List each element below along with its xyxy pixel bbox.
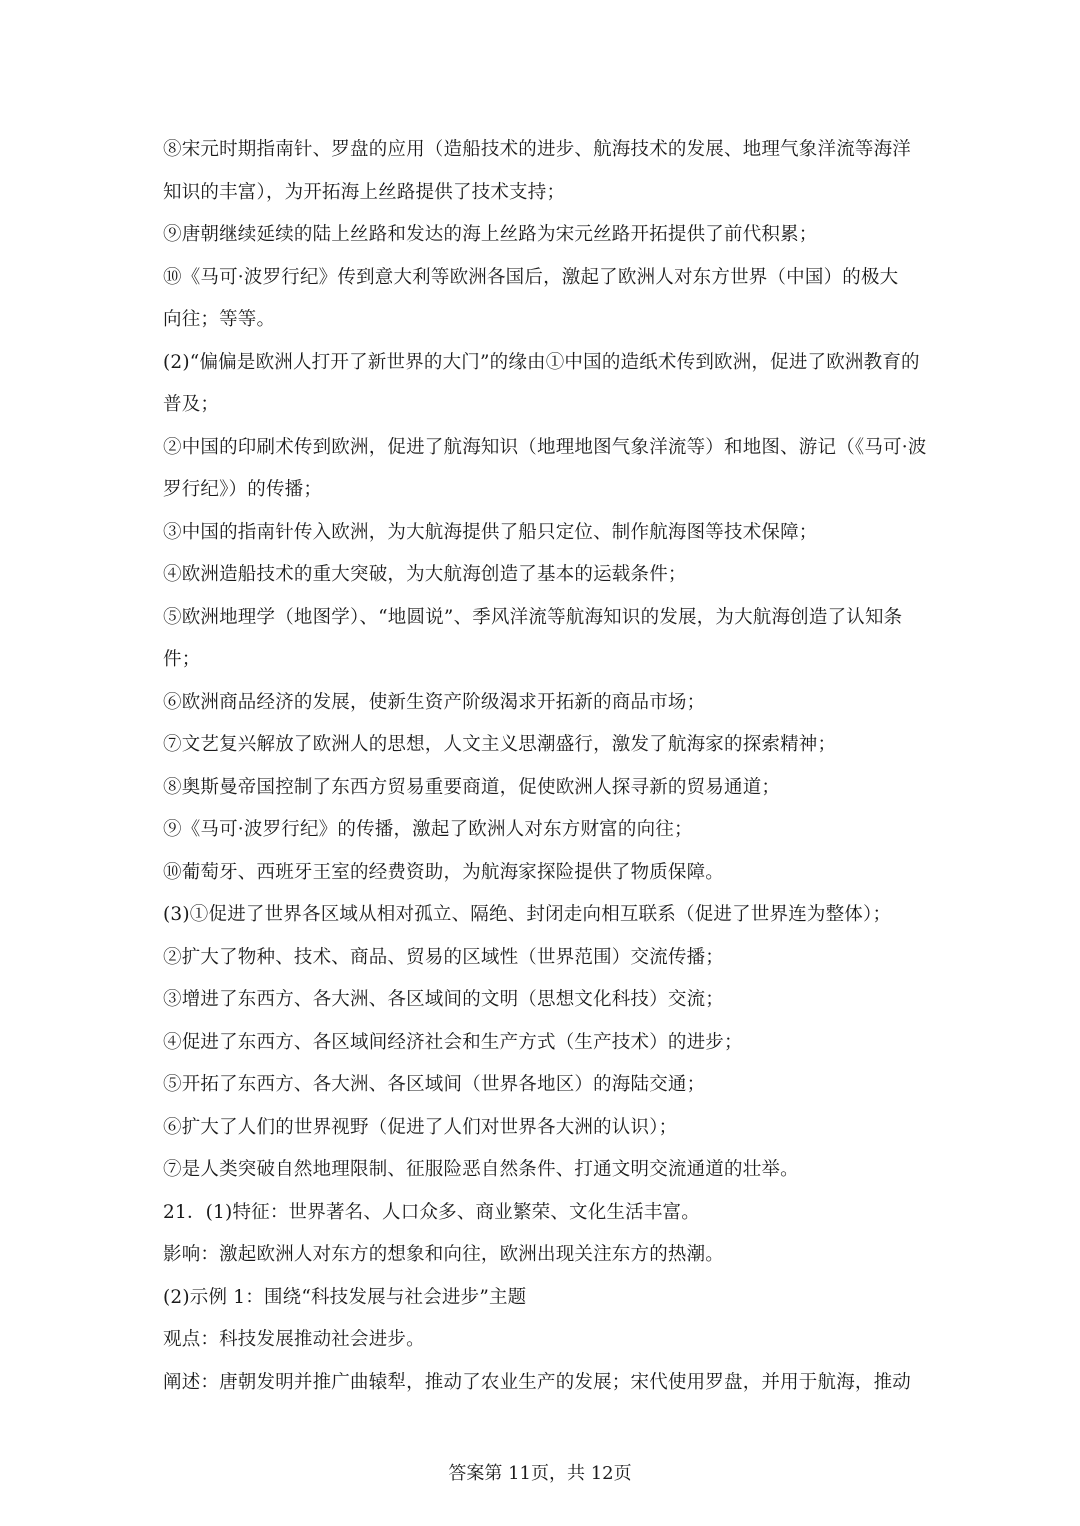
text-line: ②中国的印刷术传到欧洲，促进了航海知识（地理地图气象洋流等）和地图、游记（《马可·波: [163, 436, 927, 458]
text-line: ⑨唐朝继续延续的陆上丝路和发达的海上丝路为宋元丝路开拓提供了前代积累；: [163, 224, 818, 245]
text-line: ⑤欧洲地理学（地图学）、“地圆说”、季风洋流等航海知识的发展，为大航海创造了认知条: [163, 606, 903, 628]
text-line: ④促进了东西方、各区域间经济社会和生产方式（生产技术）的进步；: [163, 1031, 743, 1053]
text-line: 件；: [163, 649, 201, 670]
text-line: 观点：科技发展推动社会进步。: [163, 1329, 425, 1350]
text-line: ⑧奥斯曼帝国控制了东西方贸易重要商道，促使欧洲人探寻新的贸易通道；: [163, 776, 781, 798]
text-line: (2)“偏偏是欧洲人打开了新世界的大门”的缘由①中国的造纸术传到欧洲，促进了欧洲教育的: [163, 351, 920, 373]
text-line: ⑥扩大了人们的世界视野（促进了人们对世界各大洲的认识）；: [163, 1116, 678, 1138]
text-line: ⑥欧洲商品经济的发展，使新生资产阶级渴求开拓新的商品市场；: [163, 691, 706, 713]
text-line: ⑤开拓了东西方、各大洲、各区域间（世界各地区）的海陆交通；: [163, 1074, 706, 1095]
text-line: (2)示例 1：围绕“科技发展与社会进步”主题: [163, 1286, 527, 1308]
text-line: 普及；: [163, 394, 220, 415]
text-line: 21．(1)特征：世界著名、人口众多、商业繁荣、文化生活丰富。: [163, 1201, 700, 1223]
text-line: ⑦文艺复兴解放了欧洲人的思想，人文主义思潮盛行，激发了航海家的探索精神；: [163, 734, 837, 755]
text-line: ④欧洲造船技术的重大突破，为大航海创造了基本的运载条件；: [163, 564, 687, 585]
text-line: ⑩葡萄牙、西班牙王室的经费资助，为航海家探险提供了物质保障。: [163, 861, 725, 883]
text-line: ⑩《马可·波罗行纪》传到意大利等欧洲各国后，激起了欧洲人对东方世界（中国）的极大: [163, 266, 899, 288]
text-line: ⑦是人类突破自然地理限制、征服险恶自然条件、打通文明交流通道的壮举。: [163, 1159, 799, 1180]
page-footer: 答案第 11页，共 12页: [448, 1463, 632, 1484]
text-line: ⑧宋元时期指南针、罗盘的应用（造船技术的进步、航海技术的发展、地理气象洋流等海洋: [163, 139, 912, 160]
text-line: ⑨《马可·波罗行纪》的传播，激起了欧洲人对东方财富的向往；: [163, 819, 693, 840]
text-line: 影响：激起欧洲人对东方的想象和向往，欧洲出现关注东方的热潮。: [163, 1244, 725, 1265]
text-line: ③增进了东西方、各大洲、各区域间的文明（思想文化科技）交流；: [163, 989, 725, 1010]
answer-text-body: [163, 129, 928, 1404]
text-line: (3)①促进了世界各区域从相对孤立、隔绝、封闭走向相互联系（促进了世界连为整体）；: [163, 904, 892, 925]
text-line: ③中国的指南针传入欧洲，为大航海提供了船只定位、制作航海图等技术保障；: [163, 521, 818, 543]
text-line: 罗行纪》）的传播；: [163, 479, 323, 500]
text-line: ②扩大了物种、技术、商品、贸易的区域性（世界范围）交流传播；: [163, 946, 725, 968]
text-line: 知识的丰富），为开拓海上丝路提供了技术支持；: [163, 181, 566, 203]
text-line: 向往；等等。: [163, 309, 276, 330]
text-line: 阐述：唐朝发明并推广曲辕犁，推动了农业生产的发展；宋代使用罗盘，并用于航海，推动: [163, 1371, 912, 1393]
